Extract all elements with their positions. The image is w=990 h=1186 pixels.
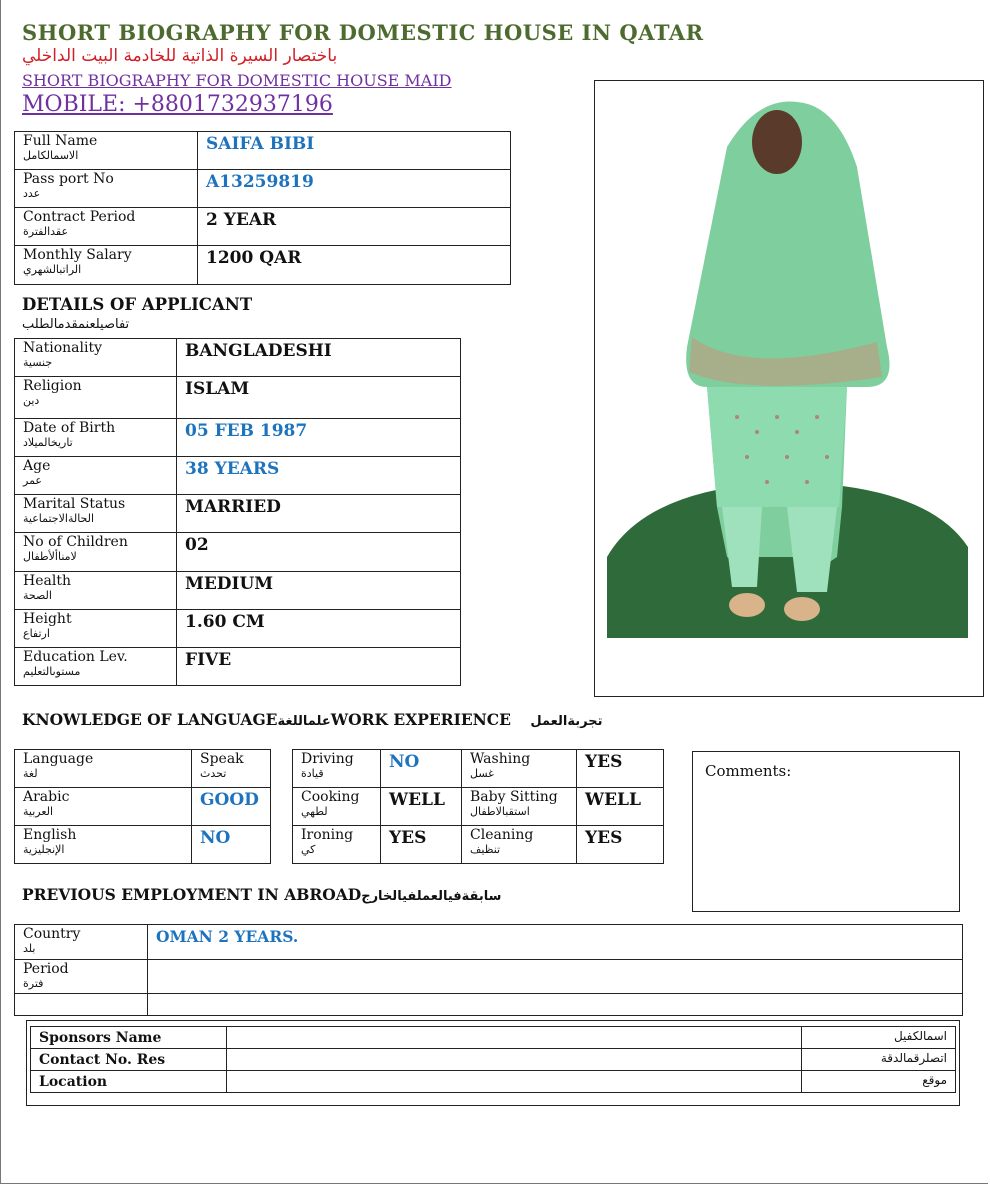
detail-label-arabic: ارتفاع <box>23 627 50 640</box>
salary-label: Monthly Salary <box>23 247 132 263</box>
table-row <box>15 132 511 170</box>
contract-label: Contract Period <box>23 209 136 225</box>
detail-value: 1.60 CM <box>177 610 461 648</box>
details-heading-arabic: تفاصيلعنمقدمالطلب <box>22 317 130 332</box>
document-title: SHORT BIOGRAPHY FOR DOMESTIC HOUSE IN QATAR <box>22 20 704 45</box>
full-name-value: SAIFA BIBI <box>198 132 511 170</box>
speak-header-arabic: تحدث <box>200 767 227 780</box>
previous-employment-heading <box>22 885 501 904</box>
speak-header: Speak <box>200 751 244 767</box>
sponsor-input-cell[interactable] <box>227 1027 802 1049</box>
language-label-arabic: الإنجليزية <box>23 843 65 856</box>
sponsor-label: Location <box>31 1071 227 1093</box>
detail-label-arabic: مستوىالتعليم <box>23 665 81 678</box>
language-label: English <box>23 827 77 843</box>
table-row <box>15 339 461 377</box>
contract-label-cell <box>15 208 198 246</box>
comments-box[interactable] <box>692 751 960 912</box>
mobile-number: MOBILE: +8801732937196 <box>22 92 333 117</box>
table-row <box>15 246 511 285</box>
previous-employment-table <box>14 924 963 1016</box>
language-label-arabic: لغة <box>23 767 38 780</box>
language-heading-text: KNOWLEDGE OF LANGUAGE <box>22 710 278 729</box>
work-skill-label: Washing <box>470 751 531 767</box>
work-skill-label-arabic: كي <box>301 843 316 856</box>
work-skill-label-cell <box>462 826 577 864</box>
full-name-label: Full Name <box>23 133 98 149</box>
sponsor-label-arabic: اسمالكفيل <box>802 1027 956 1049</box>
work-skill-value: WELL <box>577 788 664 826</box>
work-experience-heading-arabic: تجربةالعمل <box>530 714 603 729</box>
work-table <box>292 749 664 864</box>
detail-label-arabic: لامناألأطفال <box>23 550 77 563</box>
period-label-arabic: فترة <box>23 977 44 990</box>
work-skill-label: Driving <box>301 751 354 767</box>
contract-value: 2 YEAR <box>198 208 511 246</box>
work-skill-label: Ironing <box>301 827 354 843</box>
country-label-cell <box>15 925 148 960</box>
sponsor-label: Sponsors Name <box>31 1027 227 1049</box>
detail-label: Nationality <box>23 340 102 356</box>
detail-label-arabic: تاريخالميلاد <box>23 436 73 449</box>
table-row <box>15 533 461 572</box>
table-row <box>15 750 271 788</box>
full-name-label-cell <box>15 132 198 170</box>
work-skill-label-arabic: قيادة <box>301 767 324 780</box>
details-heading: DETAILS OF APPLICANT <box>22 295 253 314</box>
work-skill-label-cell <box>293 788 381 826</box>
table-row <box>15 208 511 246</box>
salary-label-arabic: الراتبالشهري <box>23 263 82 276</box>
detail-value: 05 FEB 1987 <box>177 419 461 457</box>
detail-value: 38 YEARS <box>177 457 461 495</box>
work-skill-value: YES <box>577 826 664 864</box>
work-skill-label-cell <box>293 826 381 864</box>
language-label-cell <box>15 826 192 864</box>
work-skill-label-arabic: تنظيف <box>470 843 501 856</box>
language-heading <box>22 710 602 729</box>
work-skill-value: YES <box>577 750 664 788</box>
sponsor-table <box>30 1026 956 1093</box>
passport-value: A13259819 <box>198 170 511 208</box>
speak-header-cell <box>192 750 271 788</box>
previous-employment-text: PREVIOUS EMPLOYMENT IN ABROAD <box>22 885 362 904</box>
table-row <box>15 495 461 533</box>
detail-label-arabic: الحالةالاجتماعية <box>23 512 95 525</box>
language-label-arabic: العربية <box>23 805 54 818</box>
work-skill-label: Cleaning <box>470 827 534 843</box>
country-label: Country <box>23 926 81 942</box>
detail-value: BANGLADESHI <box>177 339 461 377</box>
detail-label: Height <box>23 611 72 627</box>
detail-label: Religion <box>23 378 82 394</box>
period-label: Period <box>23 961 69 977</box>
table-row <box>31 1027 956 1049</box>
contract-label-arabic: عقدالفترة <box>23 225 69 238</box>
empty-cell <box>148 994 963 1016</box>
country-value: OMAN 2 YEARS. <box>148 925 963 960</box>
table-row <box>15 788 271 826</box>
comments-label: Comments: <box>705 762 792 780</box>
period-label-cell <box>15 960 148 994</box>
language-label-cell <box>15 788 192 826</box>
table-row <box>15 170 511 208</box>
language-label: Language <box>23 751 94 767</box>
language-heading-arabic: علماللغة <box>277 714 331 729</box>
applicant-photo <box>607 87 968 638</box>
detail-label-cell <box>15 572 177 610</box>
table-row <box>293 826 664 864</box>
table-row <box>15 457 461 495</box>
detail-value: MARRIED <box>177 495 461 533</box>
language-label: Arabic <box>23 789 70 805</box>
sponsor-input-cell[interactable] <box>227 1071 802 1093</box>
empty-cell <box>15 994 148 1016</box>
detail-label-cell <box>15 419 177 457</box>
detail-label: Date of Birth <box>23 420 116 436</box>
work-skill-label-cell <box>293 750 381 788</box>
document-subtitle: SHORT BIOGRAPHY FOR DOMESTIC HOUSE MAID <box>22 71 452 90</box>
work-skill-label: Cooking <box>301 789 360 805</box>
top-info-table <box>14 131 511 285</box>
work-skill-label-cell <box>462 788 577 826</box>
detail-label: No of Children <box>23 534 128 550</box>
work-skill-label-arabic: استقبالاطفال <box>470 805 530 818</box>
applicant-photo-illustration <box>607 87 968 638</box>
language-table <box>14 749 271 864</box>
document-title-arabic: باختصار السيرة الذاتية للخادمة البيت الداخلي <box>22 46 338 66</box>
detail-value: MEDIUM <box>177 572 461 610</box>
detail-value: FIVE <box>177 648 461 686</box>
table-row <box>15 960 963 994</box>
detail-label: Age <box>23 458 51 474</box>
work-skill-label-arabic: لطهي <box>301 805 328 818</box>
full-name-label-arabic: الاسمالكامل <box>23 149 79 162</box>
work-skill-label-cell <box>462 750 577 788</box>
detail-label-cell <box>15 533 177 572</box>
detail-value: 02 <box>177 533 461 572</box>
detail-label-arabic: عمر <box>23 474 42 487</box>
table-row <box>293 788 664 826</box>
detail-label-arabic: جنسية <box>23 356 53 369</box>
table-row <box>15 925 963 960</box>
salary-label-cell <box>15 246 198 285</box>
table-row <box>15 826 271 864</box>
detail-label-cell <box>15 495 177 533</box>
detail-label-cell <box>15 457 177 495</box>
work-skill-label: Baby Sitting <box>470 789 558 805</box>
work-skill-label-arabic: غسل <box>470 767 494 780</box>
detail-value: ISLAM <box>177 377 461 419</box>
country-label-arabic: بلد <box>23 942 36 955</box>
sponsor-label-arabic: اتصلرقمالدقة <box>802 1049 956 1071</box>
table-row <box>31 1071 956 1093</box>
table-row <box>15 419 461 457</box>
detail-label: Education Lev. <box>23 649 128 665</box>
detail-label-arabic: الصحة <box>23 589 52 602</box>
detail-label: Health <box>23 573 71 589</box>
details-table <box>14 338 461 686</box>
previous-employment-arabic: سابقةفيالعملفيالخارج <box>361 889 502 904</box>
work-experience-heading: WORK EXPERIENCE <box>330 710 511 729</box>
sponsor-label: Contact No. Res <box>31 1049 227 1071</box>
language-level-value: NO <box>192 826 271 864</box>
detail-label-cell <box>15 339 177 377</box>
table-row <box>15 610 461 648</box>
work-skill-value: YES <box>381 826 462 864</box>
detail-label-cell <box>15 648 177 686</box>
table-row <box>293 750 664 788</box>
table-row <box>15 572 461 610</box>
detail-label: Marital Status <box>23 496 126 512</box>
work-skill-value: WELL <box>381 788 462 826</box>
sponsor-input-cell[interactable] <box>227 1049 802 1071</box>
detail-label-cell <box>15 610 177 648</box>
table-row <box>15 994 963 1016</box>
passport-label-arabic: عدد <box>23 187 41 200</box>
work-skill-value: NO <box>381 750 462 788</box>
table-row <box>15 377 461 419</box>
sponsor-label-arabic: موقع <box>802 1071 956 1093</box>
passport-label: Pass port No <box>23 171 114 187</box>
detail-label-arabic: دين <box>23 394 40 407</box>
passport-label-cell <box>15 170 198 208</box>
salary-value: 1200 QAR <box>198 246 511 285</box>
language-label-cell <box>15 750 192 788</box>
table-row <box>31 1049 956 1071</box>
period-value <box>148 960 963 994</box>
table-row <box>15 648 461 686</box>
language-level-value: GOOD <box>192 788 271 826</box>
detail-label-cell <box>15 377 177 419</box>
